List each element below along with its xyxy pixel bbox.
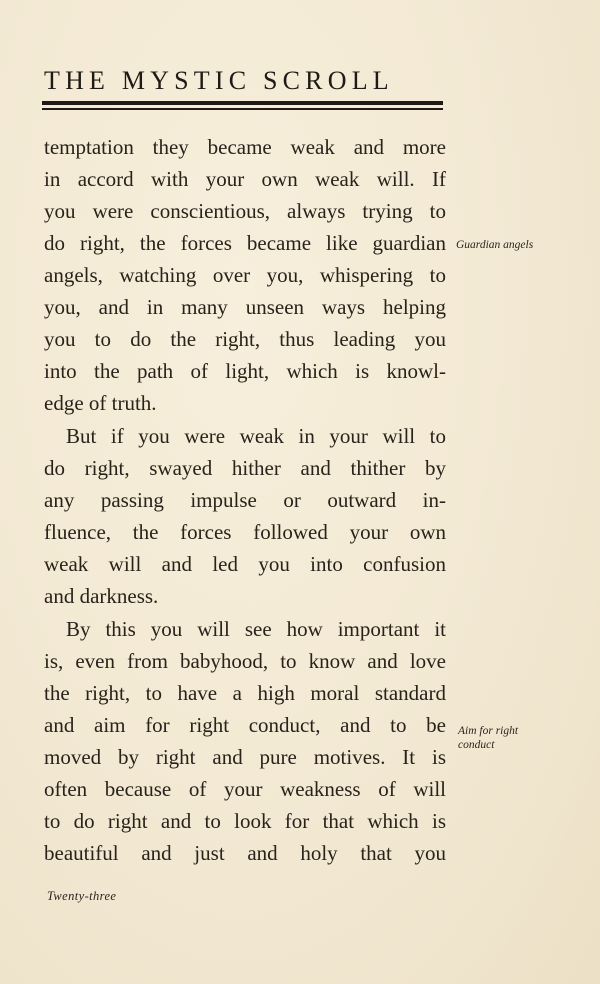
text-line: to do right and to look for that which is xyxy=(44,809,446,833)
text-line: weak will and led you into confusion xyxy=(44,552,446,576)
margin-note-guardian-angels: Guardian angels xyxy=(456,239,534,251)
text-line: fluence, the forces followed your own xyxy=(44,520,446,544)
paragraph-3 xyxy=(44,613,446,869)
text-line: temptation they became weak and more xyxy=(44,135,446,159)
text-line: do right, swayed hither and thither by xyxy=(44,456,446,480)
header-rule-thick xyxy=(42,101,443,105)
text-line xyxy=(44,420,446,452)
text-line xyxy=(44,613,446,645)
text-line: beautiful and just and holy that you xyxy=(44,841,446,865)
text-line: angels, watching over you, whispering to xyxy=(44,263,446,287)
page-number-label: Twenty-three xyxy=(47,889,117,903)
text-line: do right, the forces became like guardian xyxy=(44,231,446,255)
text-line: you, and in many unseen ways helping xyxy=(44,295,446,319)
header-rule-thin xyxy=(42,108,443,110)
text-line: edge of truth. xyxy=(44,391,157,415)
text-line: into the path of light, which is knowl- xyxy=(44,359,446,383)
running-header-title: THE MYSTIC SCROLL xyxy=(44,66,394,95)
text-line: you to do the right, thus leading you xyxy=(44,327,446,351)
margin-note-line: conduct xyxy=(458,739,495,751)
text-line: you were conscientious, always trying to xyxy=(44,199,446,223)
paragraph-2 xyxy=(44,420,446,612)
body-text xyxy=(44,131,446,869)
text-line: any passing impulse or outward in- xyxy=(44,488,446,512)
text-line: in accord with your own weak will. If xyxy=(44,167,446,191)
text-line: the right, to have a high moral standard xyxy=(44,681,446,705)
margin-note-aim-for-right-conduct xyxy=(458,724,518,752)
text-line-content: By this you will see how important it xyxy=(66,617,446,641)
text-line-content: But if you were weak in your will to xyxy=(66,424,446,448)
text-line: often because of your weakness of will xyxy=(44,777,446,801)
margin-note-line: Aim for right xyxy=(458,725,519,737)
text-line: and darkness. xyxy=(44,584,159,608)
paragraph-1 xyxy=(44,131,446,419)
text-line: moved by right and pure motives. It is xyxy=(44,745,446,769)
text-line: and aim for right conduct, and to be xyxy=(44,713,446,737)
text-line: is, even from babyhood, to know and love xyxy=(44,649,446,673)
